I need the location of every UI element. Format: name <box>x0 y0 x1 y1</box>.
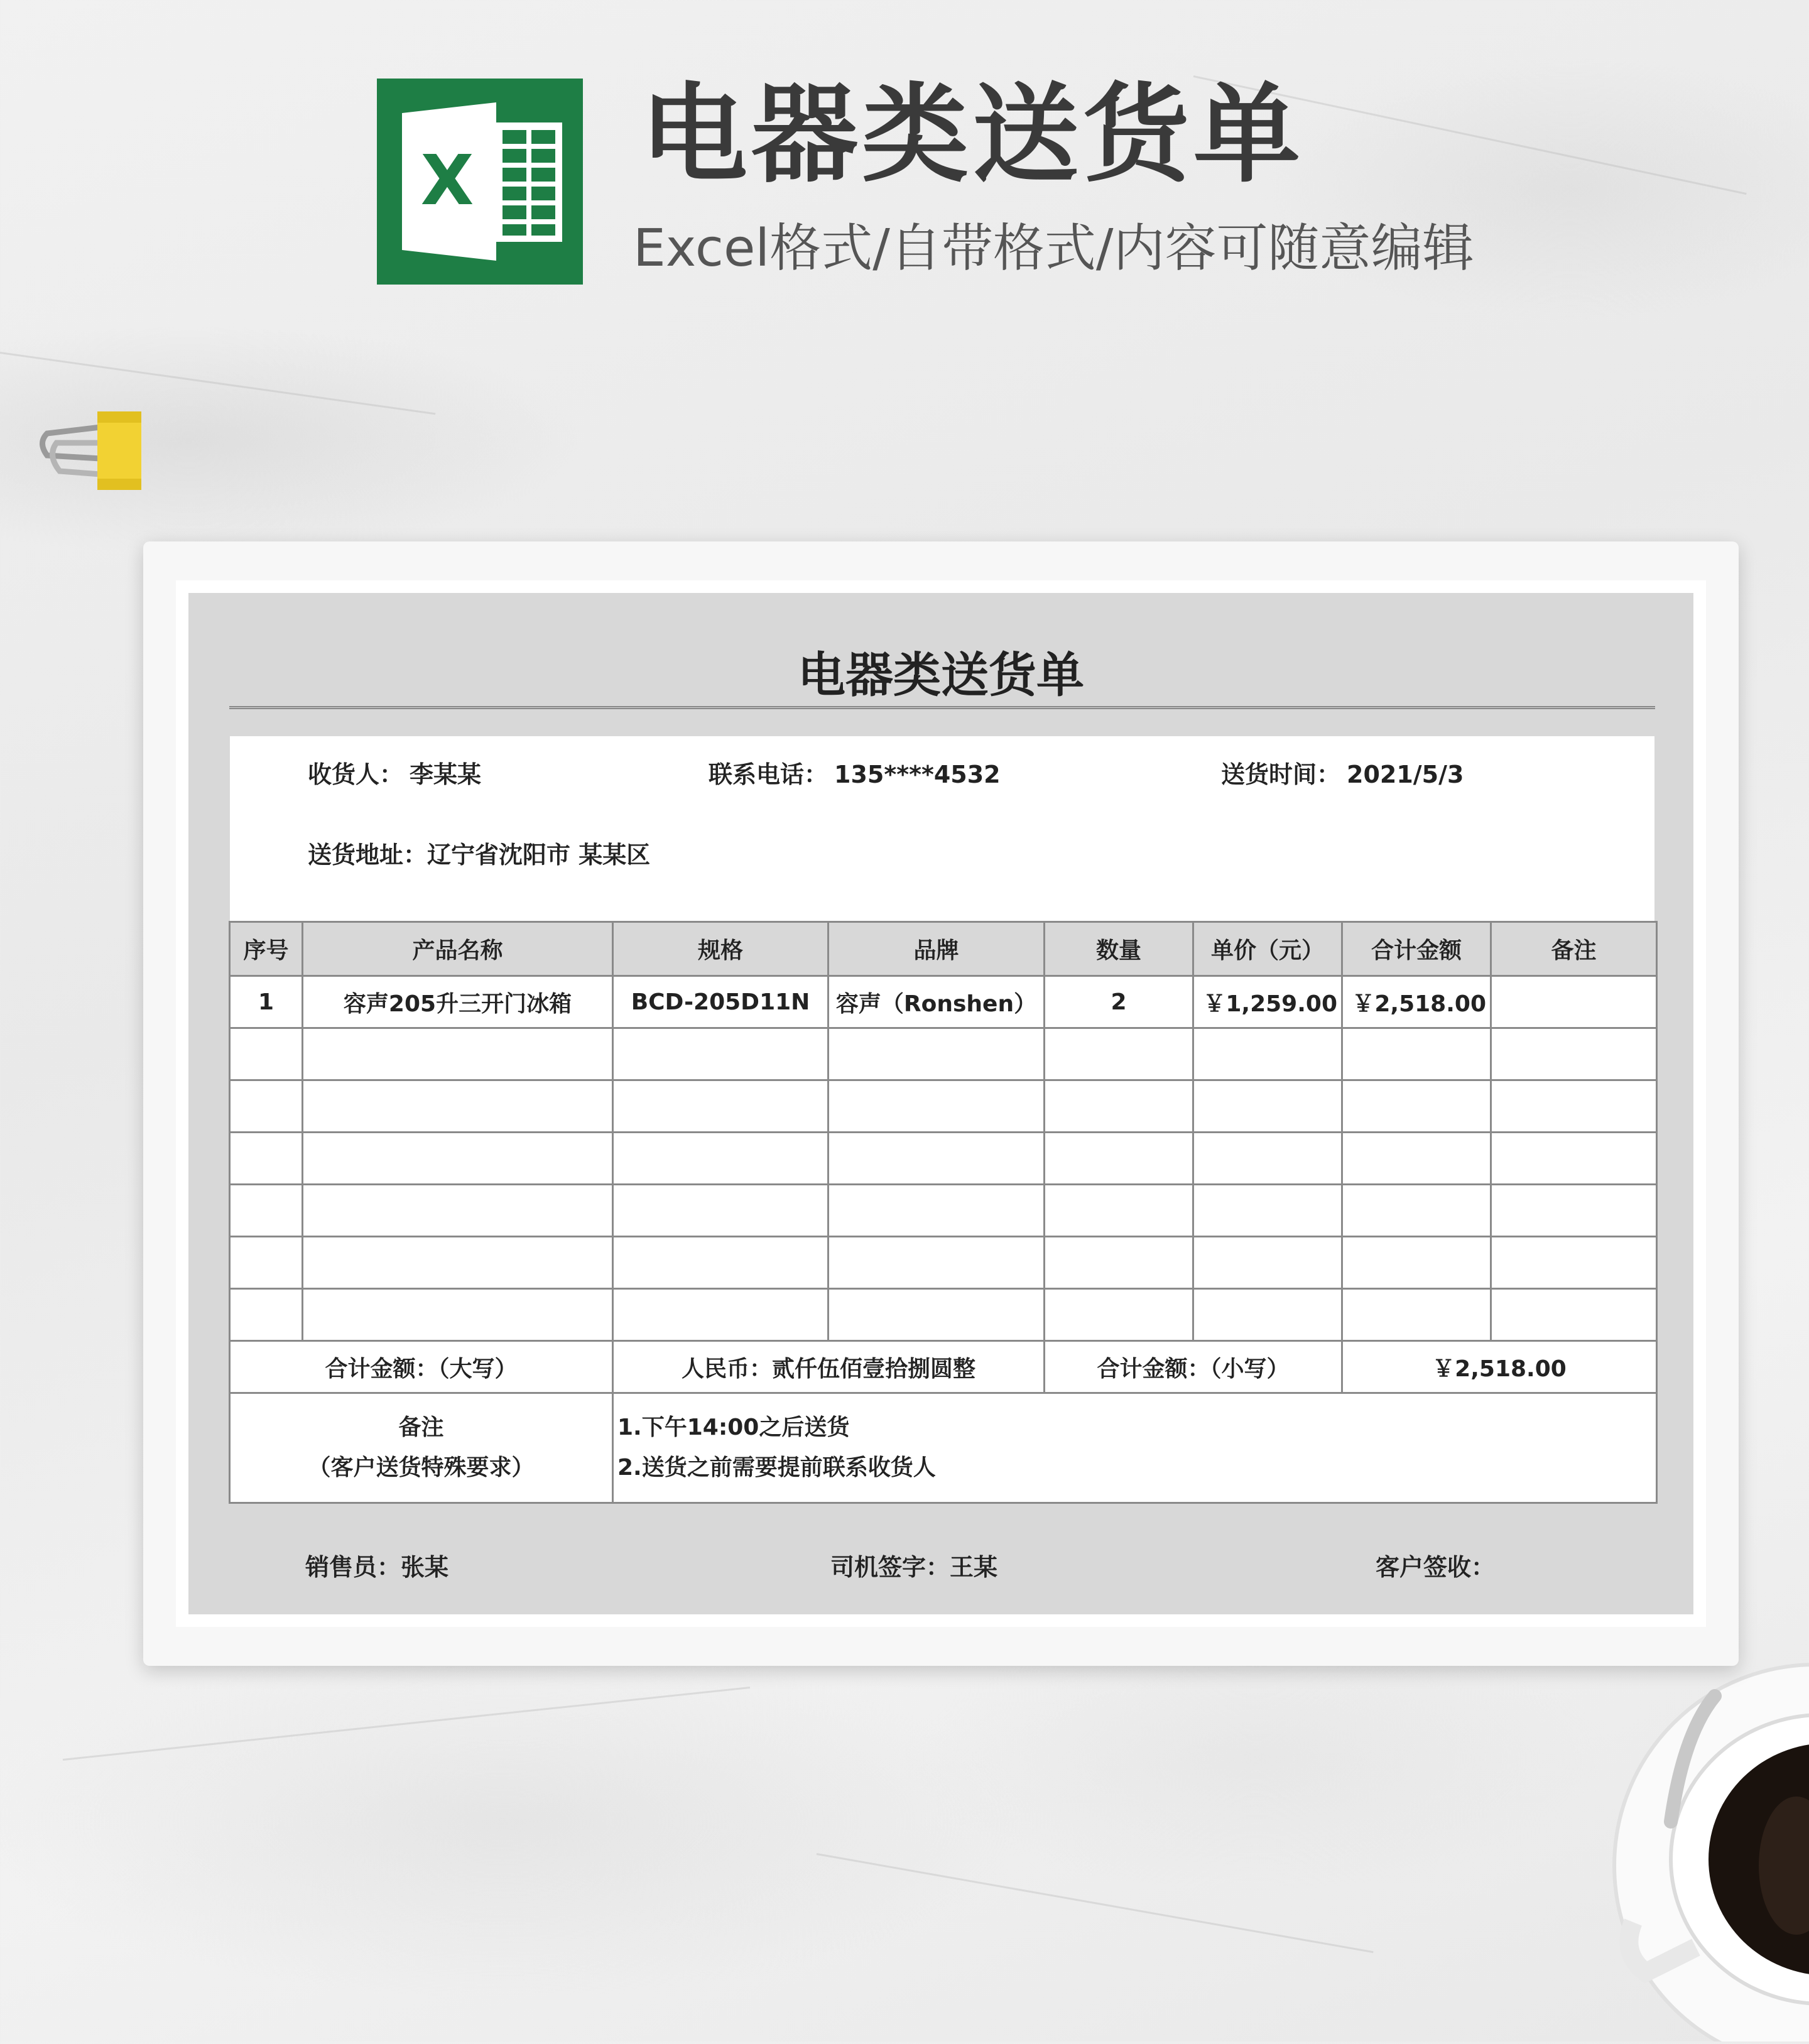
table-cell[interactable] <box>1342 1185 1491 1237</box>
table-cell[interactable] <box>1193 1289 1342 1341</box>
remark-label: 备注 <box>398 1415 444 1440</box>
table-header-row <box>230 922 1657 976</box>
table-cell[interactable] <box>230 1289 303 1341</box>
total-row <box>230 1341 1657 1393</box>
hero-subtitle: Excel格式/自带格式/内容可随意编辑 <box>633 219 1474 278</box>
table-cell[interactable] <box>1193 1080 1342 1133</box>
phone-value: 135****4532 <box>834 761 1001 788</box>
table-cell[interactable] <box>230 1237 303 1289</box>
table-cell[interactable] <box>1491 1289 1657 1341</box>
remark-sublabel: （客户送货特殊要求） <box>308 1455 535 1481</box>
table-cell[interactable] <box>1342 1028 1491 1080</box>
receiver-label: 收货人： <box>308 761 404 788</box>
table-cell[interactable] <box>613 1289 828 1341</box>
salesperson-field <box>305 1548 448 1582</box>
receiver-field <box>308 755 481 790</box>
table-cell[interactable] <box>1342 1289 1491 1341</box>
table-cell[interactable]: 容声（Ronshen） <box>828 976 1045 1028</box>
table-cell[interactable] <box>303 1289 613 1341</box>
remark-content[interactable] <box>613 1393 1657 1503</box>
document-card <box>143 541 1739 1666</box>
table-row <box>230 1133 1657 1185</box>
remark-row <box>230 1393 1657 1503</box>
column-header: 数量 <box>1045 922 1193 976</box>
total-upper-label: 合计金额：（大写） <box>230 1341 613 1393</box>
table-row <box>230 1237 1657 1289</box>
driver-signature-field <box>830 1548 997 1582</box>
table-cell[interactable] <box>303 1133 613 1185</box>
table-cell[interactable]: BCD-205D11N <box>613 976 828 1028</box>
table-cell[interactable] <box>303 1080 613 1133</box>
table-cell[interactable] <box>1491 1028 1657 1080</box>
salesperson-value: 张某 <box>401 1553 449 1581</box>
table-cell[interactable]: ￥2,518.00 <box>1342 976 1491 1028</box>
table-row <box>230 976 1657 1028</box>
table-cell[interactable] <box>1342 1237 1491 1289</box>
remark-line: 1.下午14:00之后送货 <box>617 1415 850 1440</box>
table-cell[interactable]: ￥1,259.00 <box>1193 976 1342 1028</box>
driver-signature-label: 司机签字： <box>830 1553 950 1581</box>
table-cell[interactable]: 容声205升三开门冰箱 <box>303 976 613 1028</box>
table-cell[interactable]: 1 <box>230 976 303 1028</box>
table-cell[interactable] <box>1045 1289 1193 1341</box>
table-cell[interactable] <box>828 1028 1045 1080</box>
phone-label: 联系电话： <box>709 761 828 788</box>
table-cell[interactable] <box>613 1133 828 1185</box>
column-header: 规格 <box>613 922 828 976</box>
table-cell[interactable] <box>230 1080 303 1133</box>
column-header: 合计金额 <box>1342 922 1491 976</box>
column-header: 序号 <box>230 922 303 976</box>
marble-vein <box>63 1687 750 1761</box>
delivery-time-value: 2021/5/3 <box>1347 761 1464 788</box>
table-cell[interactable] <box>1193 1133 1342 1185</box>
phone-field <box>709 755 1001 790</box>
table-cell[interactable] <box>1491 1185 1657 1237</box>
address-field <box>308 835 650 870</box>
table-row <box>230 1028 1657 1080</box>
delivery-time-field <box>1221 755 1464 790</box>
table-cell[interactable] <box>613 1080 828 1133</box>
address-label: 送货地址： <box>308 841 428 869</box>
delivery-time-label: 送货时间： <box>1221 761 1341 788</box>
table-cell[interactable] <box>1045 1080 1193 1133</box>
table-cell[interactable] <box>1045 1237 1193 1289</box>
table-cell[interactable] <box>1491 976 1657 1028</box>
salesperson-label: 销售员： <box>305 1553 401 1581</box>
table-cell[interactable] <box>230 1185 303 1237</box>
remark-line: 2.送货之前需要提前联系收货人 <box>617 1455 936 1481</box>
table-cell[interactable] <box>828 1289 1045 1341</box>
spreadsheet-sheet <box>188 593 1693 1614</box>
table-cell[interactable] <box>1045 1028 1193 1080</box>
column-header: 备注 <box>1491 922 1657 976</box>
address-value: 辽宁省沈阳市 某某区 <box>427 841 651 869</box>
column-header: 品牌 <box>828 922 1045 976</box>
document-title: 电器类送货单 <box>798 647 1084 703</box>
table-cell[interactable] <box>1193 1185 1342 1237</box>
remark-label-cell <box>230 1393 613 1503</box>
info-section <box>230 736 1654 921</box>
total-lower-label: 合计金额：（小写） <box>1045 1341 1342 1393</box>
driver-signature-value: 王某 <box>950 1553 998 1581</box>
table-cell[interactable] <box>613 1028 828 1080</box>
total-upper-value[interactable]: 人民币：贰仟伍佰壹拾捌圆整 <box>613 1341 1045 1393</box>
excel-logo-icon <box>377 79 583 285</box>
table-cell[interactable] <box>303 1237 613 1289</box>
table-cell[interactable] <box>1491 1133 1657 1185</box>
table-cell[interactable] <box>1491 1080 1657 1133</box>
goods-table <box>229 921 1658 1504</box>
table-cell[interactable] <box>613 1185 828 1237</box>
column-header: 产品名称 <box>303 922 613 976</box>
customer-signature-field <box>1376 1548 1495 1582</box>
table-cell[interactable] <box>613 1237 828 1289</box>
table-cell[interactable] <box>230 1028 303 1080</box>
table-row <box>230 1080 1657 1133</box>
table-cell[interactable]: 2 <box>1045 976 1193 1028</box>
table-cell[interactable] <box>1342 1080 1491 1133</box>
binder-clip-icon <box>35 408 148 496</box>
table-cell[interactable] <box>1193 1028 1342 1080</box>
column-header: 单价（元） <box>1193 922 1342 976</box>
table-cell[interactable] <box>1342 1133 1491 1185</box>
table-cell[interactable] <box>303 1185 613 1237</box>
table-row <box>230 1289 1657 1341</box>
table-cell[interactable] <box>1491 1237 1657 1289</box>
marble-vein <box>0 352 435 415</box>
table-cell[interactable] <box>828 1237 1045 1289</box>
table-cell[interactable] <box>303 1028 613 1080</box>
table-cell[interactable] <box>828 1185 1045 1237</box>
hero-title: 电器类送货单 <box>641 73 1305 197</box>
excel-logo-letter: X <box>420 140 474 220</box>
table-cell[interactable] <box>1045 1185 1193 1237</box>
coffee-cup-icon <box>1608 1658 1809 2041</box>
table-cell[interactable] <box>828 1080 1045 1133</box>
document-inner <box>176 580 1706 1627</box>
table-cell[interactable] <box>1045 1133 1193 1185</box>
marble-vein <box>817 1853 1374 1953</box>
table-cell[interactable] <box>230 1133 303 1185</box>
table-row <box>230 1185 1657 1237</box>
table-cell[interactable] <box>1193 1237 1342 1289</box>
title-divider <box>229 706 1655 709</box>
receiver-value: 李某某 <box>410 761 482 788</box>
customer-signature-label: 客户签收： <box>1376 1553 1496 1581</box>
table-cell[interactable] <box>828 1133 1045 1185</box>
total-lower-value[interactable]: ￥2,518.00 <box>1342 1341 1657 1393</box>
